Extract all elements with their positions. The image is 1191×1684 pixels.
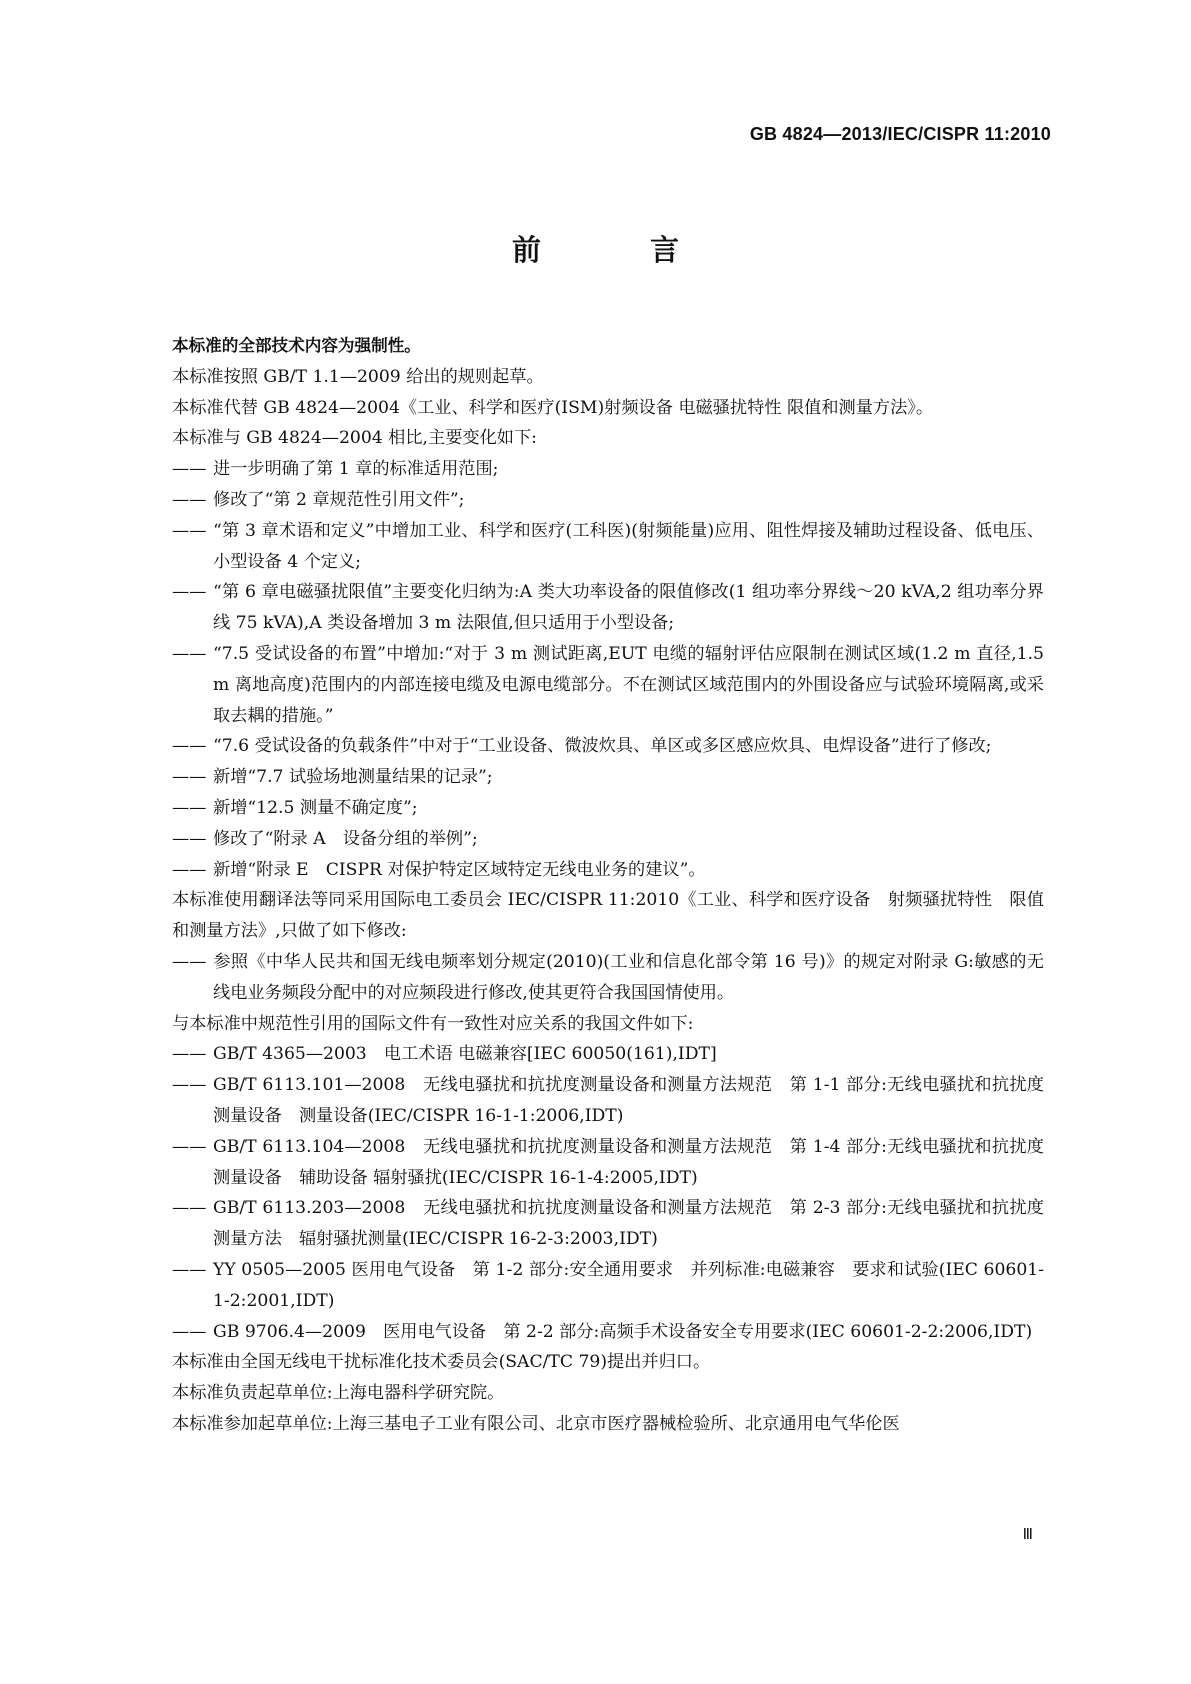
list-dash: —— [172,1044,207,1065]
list-item-text: “7.6 受试设备的负载条件”中对于“工业设备、微波炊具、单区或多区感应炊具、电焊设备”进行了修改; [213,736,992,757]
list-item [172,1317,1044,1348]
paragraph: 本标准由全国无线电干扰标准化技术委员会(SAC/TC 79)提出并归口。 [172,1352,711,1373]
list-item [172,824,1044,855]
paragraph: 与本标准中规范性引用的国际文件有一致性对应关系的我国文件如下: [172,1013,694,1034]
mandatory-statement: 本标准的全部技术内容为强制性。 [172,336,421,355]
list-dash: —— [172,520,207,541]
list-item-text: 新增“附录 E CISPR 对保护特定区域特定无线电业务的建议”。 [213,859,706,880]
list-item-text: GB/T 6113.203—2008 无线电骚扰和抗扰度测量设备和测量方法规范 第 2-3 部分:无线电骚扰和抗扰度测量方法 辐射骚扰测量(IEC/CISPR 16-2-3:2003,IDT) [213,1198,1044,1250]
list-item [172,1070,1044,1132]
list-item [172,516,1044,578]
list-item-text: 修改了“第 2 章规范性引用文件”; [213,489,465,510]
list-item-text: “7.5 受试设备的布置”中增加:“对于 3 m 测试距离,EUT 电缆的辐射评估应限制在测试区域(1.2 m 直径,1.5 m 离地高度)范围内的内部连接电缆及电源电缆部分。不在测试区域范围内的外围设备应与试验环境隔离,或采取去耦的措施。” [213,643,1044,726]
list-dash: —— [172,859,207,880]
list-item-text: “第 6 章电磁骚扰限值”主要变化归纳为:A 类大功率设备的限值修改(1 组功率分界线～20 kVA,2 组功率分界线 75 kVA),A 类设备增加 3 m 法限值,但只适用于小型设备; [213,582,1044,634]
list-item [172,1193,1044,1255]
list-item [172,485,1044,516]
paragraph: 本标准与 GB 4824—2004 相比,主要变化如下: [172,428,537,449]
list-dash: —— [172,797,207,818]
list-item-text: 新增“12.5 测量不确定度”; [213,797,418,818]
list-item-text: GB/T 6113.104—2008 无线电骚扰和抗扰度测量设备和测量方法规范 第 1-4 部分:无线电骚扰和抗扰度测量设备 辅助设备 辐射骚扰(IEC/CISPR 16-1-4:2005,IDT) [213,1136,1044,1188]
list-dash: —— [172,951,207,972]
standard-code-header: GB 4824—2013/IEC/CISPR 11:2010 [749,124,1051,144]
list-item [172,855,1044,886]
list-item [172,793,1044,824]
list-dash: —— [172,736,207,757]
list-dash: —— [172,489,207,510]
paragraph: 本标准按照 GB/T 1.1—2009 给出的规则起草。 [172,366,544,387]
list-item-text: YY 0505—2005 医用电气设备 第 1-2 部分:安全通用要求 并列标准:电磁兼容 要求和试验(IEC 60601-1-2:2001,IDT) [213,1259,1044,1311]
list-item [172,1132,1044,1194]
list-item [172,762,1044,793]
list-item-text: GB 9706.4—2009 医用电气设备 第 2-2 部分:高频手术设备安全专用要求(IEC 60601-2-2:2006,IDT) [213,1321,1033,1342]
list-dash: —— [172,767,207,788]
paragraph: 本标准使用翻译法等同采用国际电工委员会 IEC/CISPR 11:2010《工业、科学和医疗设备 射频骚扰特性 限值和测量方法》,只做了如下修改: [172,890,1044,942]
list-item [172,1255,1044,1317]
list-dash: —— [172,1136,207,1157]
list-dash: —— [172,1198,207,1219]
list-dash: —— [172,582,207,603]
list-item [172,1039,1044,1070]
list-item-text: 修改了“附录 A 设备分组的举例”; [213,828,478,849]
list-item-text: “第 3 章术语和定义”中增加工业、科学和医疗(工科医)(射频能量)应用、阻性焊接及辅助过程设备、低电压、小型设备 4 个定义; [213,520,1044,572]
list-item-text: 进一步明确了第 1 章的标准适用范围; [213,459,499,480]
list-item-text: 新增“7.7 试验场地测量结果的记录”; [213,767,493,788]
paragraph: 本标准代替 GB 4824—2004《工业、科学和医疗(ISM)射频设备 电磁骚扰特性 限值和测量方法》。 [172,397,934,418]
list-dash: —— [172,1321,207,1342]
page-title: 前 言 [511,233,719,267]
list-dash: —— [172,643,207,664]
list-item-text: GB/T 4365—2003 电工术语 电磁兼容[IEC 60050(161),IDT] [213,1044,717,1065]
list-dash: —— [172,1075,207,1096]
list-dash: —— [172,828,207,849]
list-item [172,731,1044,762]
list-dash: —— [172,459,207,480]
list-item-text: 参照《中华人民共和国无线电频率划分规定(2010)(工业和信息化部令第 16 号)》的规定对附录 G:敏感的无线电业务频段分配中的对应频段进行修改,使其更符合我国国情使用。 [213,951,1044,1003]
paragraph: 本标准参加起草单位:上海三基电子工业有限公司、北京市医疗器械检验所、北京通用电气华伦医 [172,1413,900,1434]
page-number: Ⅲ [1022,1527,1033,1543]
list-item [172,639,1044,731]
list-dash: —— [172,1259,207,1280]
list-item [172,454,1044,485]
list-item [172,947,1044,1009]
list-item-text: GB/T 6113.101—2008 无线电骚扰和抗扰度测量设备和测量方法规范 第 1-1 部分:无线电骚扰和抗扰度测量设备 测量设备(IEC/CISPR 16-1-1:2006,IDT) [213,1075,1044,1126]
list-item [172,577,1044,639]
foreword-body [172,331,1044,1440]
paragraph: 本标准负责起草单位:上海电器科学研究院。 [172,1383,505,1404]
